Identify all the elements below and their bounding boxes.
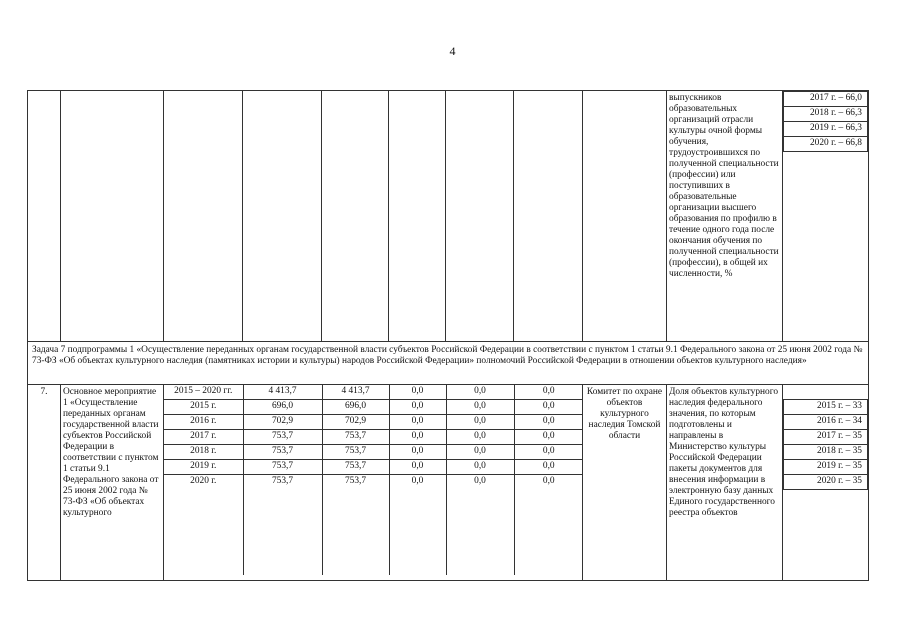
executor: Комитет по охране объектов культурного наследия Томской области <box>583 385 667 581</box>
federal-amount: 753,7 <box>322 445 389 460</box>
period: 2017 г. <box>164 430 243 445</box>
indicator-cell <box>667 91 783 342</box>
total-amount: 753,7 <box>243 445 322 460</box>
total-amount: 702,9 <box>243 415 322 430</box>
target-value: 2016 г. – 34 <box>784 415 868 430</box>
total-amount: 753,7 <box>243 430 322 445</box>
target-value: 2017 г. – 66,0 <box>784 92 868 107</box>
task-row <box>28 342 869 385</box>
total-amount: 753,7 <box>243 460 322 475</box>
activity-row <box>28 385 869 581</box>
period: 2020 г. <box>164 475 243 576</box>
regional-amount: 0,0 <box>389 445 446 460</box>
row-number: 7. <box>28 385 61 581</box>
local-amount: 0,0 <box>446 415 514 430</box>
federal-amount: 696,0 <box>322 400 389 415</box>
target-values-cell <box>783 91 869 342</box>
page-number: 4 <box>449 44 456 58</box>
financing-row <box>164 460 583 475</box>
local-amount: 0,0 <box>446 430 514 445</box>
target-values-cell <box>783 385 869 581</box>
financing-row <box>164 415 583 430</box>
federal-amount: 4 413,7 <box>322 385 389 400</box>
local-amount: 0,0 <box>446 445 514 460</box>
target-value: 2019 г. – 66,3 <box>784 122 868 137</box>
total-amount: 696,0 <box>243 400 322 415</box>
indicator-cell <box>667 385 783 581</box>
financing-row <box>164 475 583 576</box>
financing-row <box>164 445 583 460</box>
financing-row <box>164 430 583 445</box>
target-values-list <box>783 399 868 490</box>
federal-amount: 753,7 <box>322 475 389 576</box>
extrabudget-amount: 0,0 <box>514 400 583 415</box>
target-value: 2019 г. – 35 <box>784 460 868 475</box>
extrabudget-amount: 0,0 <box>514 415 583 430</box>
target-value: 2018 г. – 66,3 <box>784 107 868 122</box>
regional-amount: 0,0 <box>389 415 446 430</box>
local-amount: 0,0 <box>446 460 514 475</box>
regional-amount: 0,0 <box>389 400 446 415</box>
financing-cell <box>164 385 583 581</box>
program-table <box>27 90 869 581</box>
target-value: 2020 г. – 35 <box>784 475 868 490</box>
period: 2016 г. <box>164 415 243 430</box>
period: 2015 г. <box>164 400 243 415</box>
activity-name: Основное мероприятие 1 «Осуществление переданных органам государственной власти субъектов Российской Федерации в соответствии с пунктом 1 статьи 9.1 Федерального закона от 25 июня 2002 года № 73-ФЗ «Об объектах культурного <box>61 385 164 581</box>
indicator-text: Доля объектов культурного наследия федерального значения, по которым подготовлены и направлены в Министерство культуры Российской Федерации пакеты документов для внесения информации в электронную базу данных Единого государственного реестра объектов <box>669 387 779 518</box>
extrabudget-amount: 0,0 <box>514 430 583 445</box>
period: 2019 г. <box>164 460 243 475</box>
continuation-row <box>28 91 869 342</box>
extrabudget-amount: 0,0 <box>514 385 583 400</box>
financing-table <box>164 385 583 575</box>
local-amount: 0,0 <box>446 400 514 415</box>
total-amount: 753,7 <box>243 475 322 576</box>
financing-row <box>164 385 583 400</box>
task-heading: Задача 7 подпрограммы 1 «Осуществление переданных органам государственной власти субъектов Российской Федерации в соответствии с пунктом 1 статьи 9.1 Федерального закона от 25 июня 2002 года № 73-ФЗ «Об объектах культурного наследия (памятниках истории и культуры) народов Российской Федерации» полномочий Российской Федерации в отношении объектов культурного наследия» <box>28 342 869 385</box>
regional-amount: 0,0 <box>389 430 446 445</box>
federal-amount: 702,9 <box>322 415 389 430</box>
extrabudget-amount: 0,0 <box>514 460 583 475</box>
local-amount: 0,0 <box>446 385 514 400</box>
regional-amount: 0,0 <box>389 385 446 400</box>
indicator-text: выпускников образовательных организаций отрасли культуры очной формы обучения, трудоустроившихся по полученной специальности (профессии) или поступивших в образовательные организации высшего образования по профилю в течение одного года после окончания обучения по полученной специальности (профессии), в общей их численности, % <box>669 93 779 279</box>
financing-row <box>164 400 583 415</box>
period: 2015 – 2020 гг. <box>164 385 243 400</box>
target-value: 2020 г. – 66,8 <box>784 137 868 152</box>
extrabudget-amount: 0,0 <box>514 475 583 576</box>
target-value: 2017 г. – 35 <box>784 430 868 445</box>
target-value: 2015 г. – 33 <box>784 400 868 415</box>
federal-amount: 753,7 <box>322 460 389 475</box>
extrabudget-amount: 0,0 <box>514 445 583 460</box>
total-amount: 4 413,7 <box>243 385 322 400</box>
period: 2018 г. <box>164 445 243 460</box>
federal-amount: 753,7 <box>322 430 389 445</box>
regional-amount: 0,0 <box>389 460 446 475</box>
target-values-list <box>783 91 868 152</box>
target-value: 2018 г. – 35 <box>784 445 868 460</box>
regional-amount: 0,0 <box>389 475 446 576</box>
local-amount: 0,0 <box>446 475 514 576</box>
